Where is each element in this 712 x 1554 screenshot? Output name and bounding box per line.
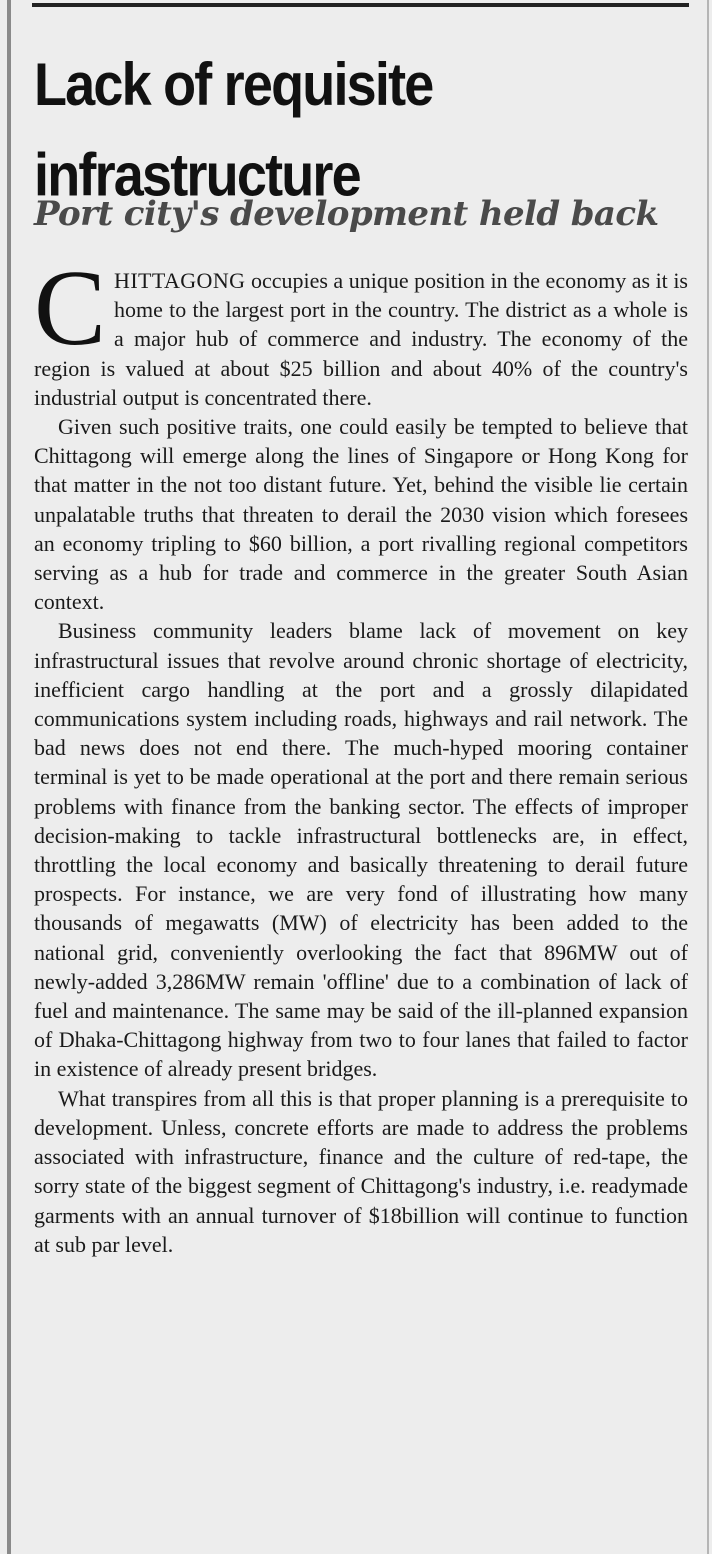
right-column-rule — [707, 0, 709, 1554]
article — [34, 40, 688, 1259]
left-column-rule — [7, 0, 11, 1554]
lead-word: HITTAGONG — [114, 268, 246, 293]
paragraph-4: What transpires from all this is that proper planning is a prerequisite to development. Unless, concrete efforts are made to address the problems associated with infrastructure, finance and the culture of red-tape, the sorry state of the biggest segment of Chittagong's industry, i.e. readymade garments with an annual turnover of $18billion will continue to function at sub par level. — [34, 1085, 688, 1257]
headline-line-2: infrastructure — [34, 141, 360, 210]
article-body — [34, 249, 688, 1259]
paragraph-1 — [34, 249, 688, 412]
drop-cap: C — [34, 249, 107, 368]
headline-line-1: Lack of requisite — [34, 51, 433, 119]
paragraph-1-text: occupies a unique position in the economy as it is home to the largest port in the country. The district as a whole is a major hub of commerce and industry. The economy of the region is valued at about $25 billion and about 40% of the country's industrial output is concentrated there. — [34, 268, 688, 410]
top-rule — [32, 3, 689, 7]
paragraph-3: Business community leaders blame lack of movement on key infrastructural issues that revolve around chronic shortage of electricity, inefficient cargo handling at the port and a grossly dilapidated communications system including roads, highways and rail network. The bad news does not end there. The much-hyped mooring container terminal is yet to be made operational at the port and there remain serious problems with finance from the banking sector. The effects of improper decision-making to tackle infrastructural bottlenecks are, in effect, throttling the local economy and basically threatening to derail future prospects. For instance, we are very fond of illustrating how many thousands of megawatts (MW) of electricity has been added to the national grid, conveniently overlooking the fact that 896MW out of newly-added 3,286MW remain 'offline' due to a combination of lack of fuel and maintenance. The same may be said of the ill-planned expansion of Dhaka-Chittagong highway from two to four lanes that failed to factor in existence of already present bridges. — [34, 618, 688, 1082]
subheadline: Port city's development held back — [34, 194, 659, 234]
paragraph-2: Given such positive traits, one could easily be tempted to believe that Chittagong will emerge along the lines of Singapore or Hong Kong for that matter in the not too distant future. Yet, behind the visible lie certain unpalatable truths that threaten to derail the 2030 vision which foresees an economy tripling to $60 billion, a port rivalling regional competitors serving as a hub for trade and commerce in the greater South Asian context. — [34, 414, 688, 615]
headline — [34, 40, 688, 221]
